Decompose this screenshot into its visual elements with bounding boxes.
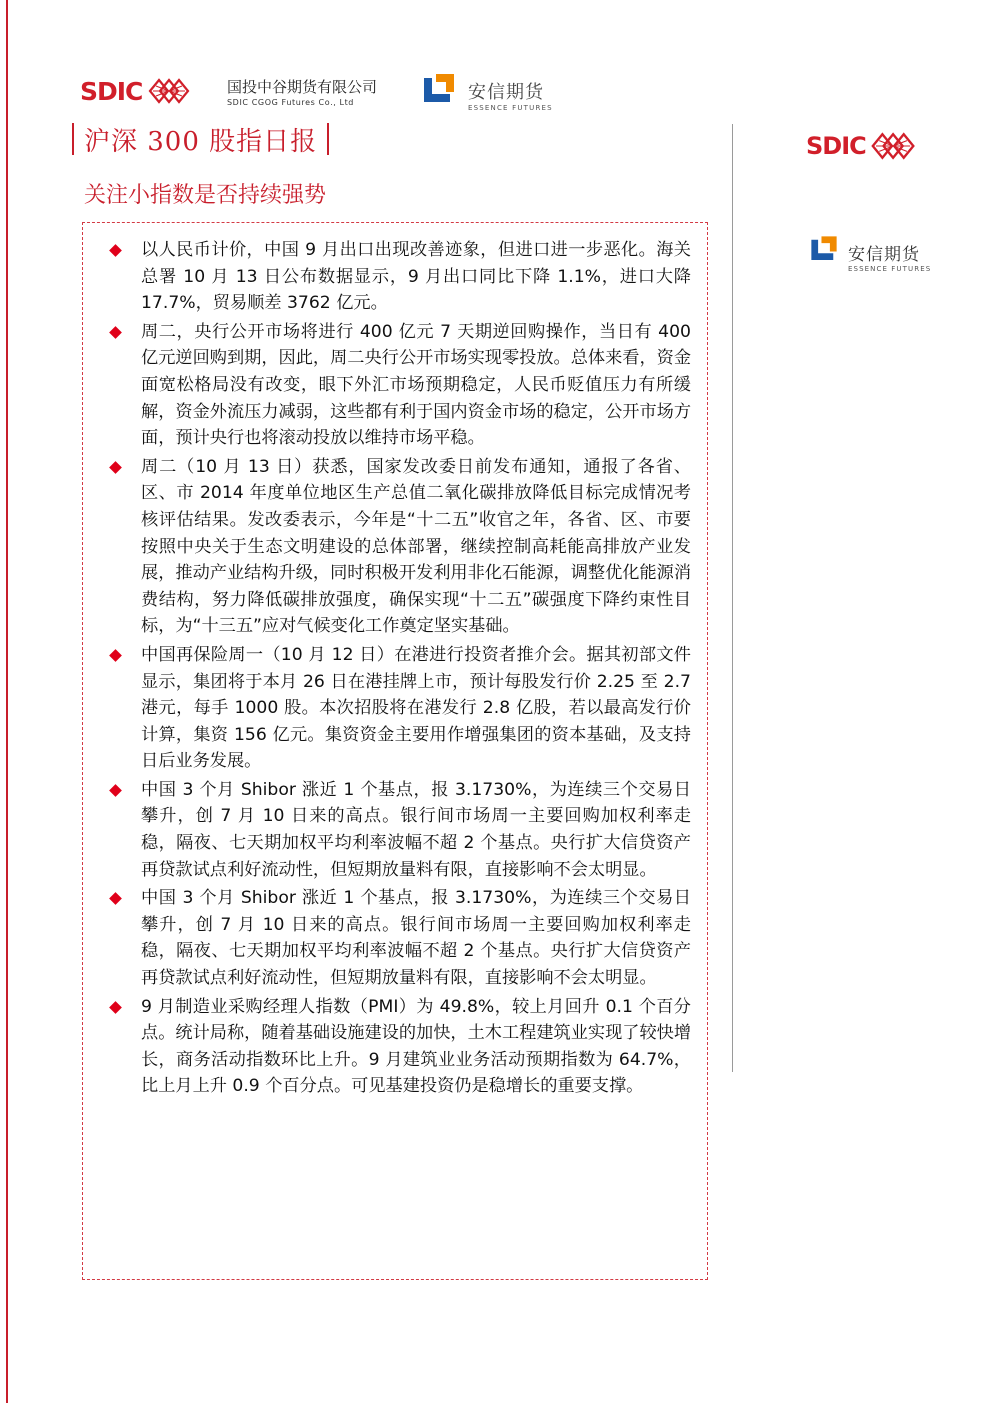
list-item [105, 237, 691, 317]
bullet-text: 9 月制造业采购经理人指数（PMI）为 49.8%，较上月回升 0.1 个百分点。统计局称，随着基础设施建设的加快，土木工程建筑业实现了较快增长，商务活动指数环比上升。9 月建筑业业务活动预期指数为 64.7%，比上月上升 0.9 个百分点。可见基建投资仍是稳增长的重要支撑。 [141, 996, 692, 1097]
sdic-logo [80, 76, 192, 106]
essence-name-cn: 安信期货 [468, 82, 544, 103]
report-title-text: 沪深 300 股指日报 [84, 126, 318, 157]
sidebar-essence-name-cn: 安信期货 [848, 245, 920, 265]
list-item [105, 885, 691, 991]
essence-name-en: ESSENCE FUTURES [468, 104, 553, 112]
report-subtitle: 关注小指数是否持续强势 [84, 183, 327, 208]
bullet-text: 周二，央行公开市场将进行 400 亿元 7 天期逆回购操作，当日有 400 亿元逆回购到期，因此，周二央行公开市场实现零投放。总体来看，资金面宽松格局没有改变，眼下外汇市场预期稳定，人民币贬值压力有所缓解，资金外流压力减弱，这些都有利于国内资金市场的稳定，公开市场方面，预计央行也将滚动投放以维持市场平稳。 [141, 321, 692, 449]
company-name [227, 76, 377, 107]
diamond-bullet-icon [109, 326, 122, 339]
list-item [105, 642, 691, 775]
sidebar-divider [732, 124, 733, 1072]
bullet-text: 中国再保险周一（10 月 12 日）在港进行投资者推介会。据其初部文件显示，集团将于本月 26 日在港挂牌上市，预计每股发行价 2.25 至 2.7 港元，每手 1000 股。本次招股将在港发行 2.8 亿股，若以最高发行价计算，集资 156 亿元。集资资金主要用作增强集团的资本基础，及支持日后业务发展。 [141, 644, 691, 772]
diamond-bullet-icon [109, 1001, 122, 1014]
sidebar-essence-logo-mark-icon [808, 234, 840, 264]
list-item [105, 319, 691, 452]
diamond-bullet-icon [109, 649, 122, 662]
bullet-text: 中国 3 个月 Shibor 涨近 1 个基点，报 3.1730%，为连续三个交易日攀升，创 7 月 10 日来的高点。银行间市场周一主要回购加权利率走稳，隔夜、七天期加权平均利率波幅不超 2 个基点。央行扩大信贷资产再贷款试点利好流动性，但短期放量料有限，直接影响不会太明显。 [141, 888, 691, 989]
company-name-en: SDIC CGOG Futures Co., Ltd [227, 98, 354, 107]
diamond-bullet-icon [109, 244, 122, 257]
page-header [80, 68, 580, 118]
bullet-text: 周二（10 月 13 日）获悉，国家发改委日前发布通知，通报了各省、区、市 2014 年度单位地区生产总值二氧化碳排放降低目标完成情况考核评估结果。发改委表示，今年是“十二五”收官之年，各省、区、市要按照中央关于生态文明建设的总体部署，继续控制高耗能高排放产业发展，推动产业结构升级，同时积极开发利用非化石能源，调整优化能源消费结构，努力降低碳排放强度，确保实现“十二五”碳强度下降约束性目标，为“十三五”应对气候变化工作奠定坚实基础。 [141, 456, 692, 637]
list-item [105, 454, 691, 640]
left-margin-rule [6, 0, 8, 1403]
company-name-cn: 国投中谷期货有限公司 [227, 78, 378, 96]
news-content-box [82, 222, 708, 1280]
bullet-text: 以人民币计价，中国 9 月出口出现改善迹象，但进口进一步恶化。海关总署 10 月 13 日公布数据显示，9 月出口同比下降 1.1%，进口大降 17.7%，贸易顺差 3762 亿元。 [141, 240, 691, 314]
sidebar-essence-logo [808, 234, 931, 273]
diamond-bullet-icon [109, 784, 122, 797]
sidebar-sdic-logo [806, 130, 918, 162]
list-item [105, 994, 691, 1100]
report-title [72, 120, 329, 158]
sidebar-sdic-diamond-mark-icon [866, 130, 918, 162]
sidebar-essence-name-en: ESSENCE FUTURES [848, 265, 932, 273]
bullet-text: 中国 3 个月 Shibor 涨近 1 个基点，报 3.1730%，为连续三个交易日攀升，创 7 月 10 日来的高点。银行间市场周一主要回购加权利率走稳，隔夜、七天期加权平均利率波幅不超 2 个基点。央行扩大信贷资产再贷款试点利好流动性，但短期放量料有限，直接影响不会太明显。 [141, 779, 691, 880]
title-right-bar [327, 123, 329, 155]
sdic-diamond-mark-icon [144, 76, 192, 106]
list-item [105, 777, 691, 883]
diamond-bullet-icon [109, 892, 122, 905]
diamond-bullet-icon [109, 461, 122, 474]
sdic-logo-text: SDIC [80, 76, 143, 106]
news-bullet-list [105, 237, 691, 1102]
sidebar-sdic-logo-text: SDIC [806, 132, 866, 160]
essence-logo [420, 72, 553, 112]
essence-logo-mark-icon [420, 72, 458, 106]
